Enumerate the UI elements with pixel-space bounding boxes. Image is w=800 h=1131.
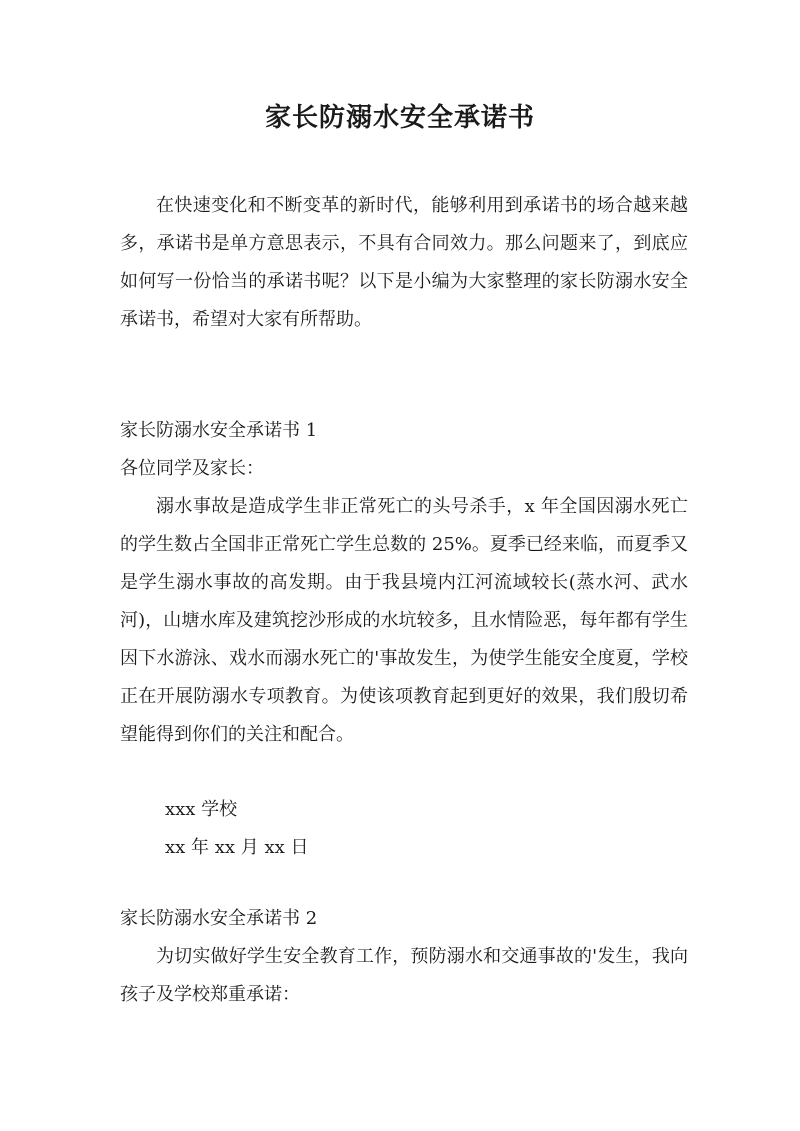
section-2-heading: 家长防溺水安全承诺书 2	[120, 908, 318, 929]
school-signature: xxx 学校	[165, 799, 238, 820]
section-2-body: 为切实做好学生安全教育工作，预防溺水和交通事故的'发生，我向孩子及学校郑重承诺：	[120, 946, 688, 1005]
section-1-salutation: 各位同学及家长：	[120, 458, 264, 479]
document-title: 家长防溺水安全承诺书	[264, 103, 535, 133]
intro-paragraph: 在快速变化和不断变革的新时代，能够利用到承诺书的场合越来越多，承诺书是单方意思表示，不具有合同效力。那么问题来了，到底应如何写一份恰当的承诺书呢？以下是小编为大家整理的家长防溺水安全承诺书，希望对大家有所帮助。	[120, 195, 688, 330]
signature-date: xx 年 xx 月 xx 日	[165, 837, 309, 858]
section-1-heading: 家长防溺水安全承诺书 1	[120, 420, 318, 441]
section-1-body: 溺水事故是造成学生非正常死亡的头号杀手，x 年全国因溺水死亡的学生数占全国非正常死亡学生总数的 25%。夏季已经来临，而夏季又是学生溺水事故的高发期。由于我县境内江河流域较长(蒸水河、武水河)，山塘水库及建筑挖沙形成的水坑较多，且水情险恶，每年都有学生因下水游泳、戏水而溺水死亡的'事故发生，为使学生能安全度夏，学校正在开展防溺水专项教育。为使该项教育起到更好的效果，我们殷切希望能得到你们的关注和配合。	[120, 496, 688, 745]
